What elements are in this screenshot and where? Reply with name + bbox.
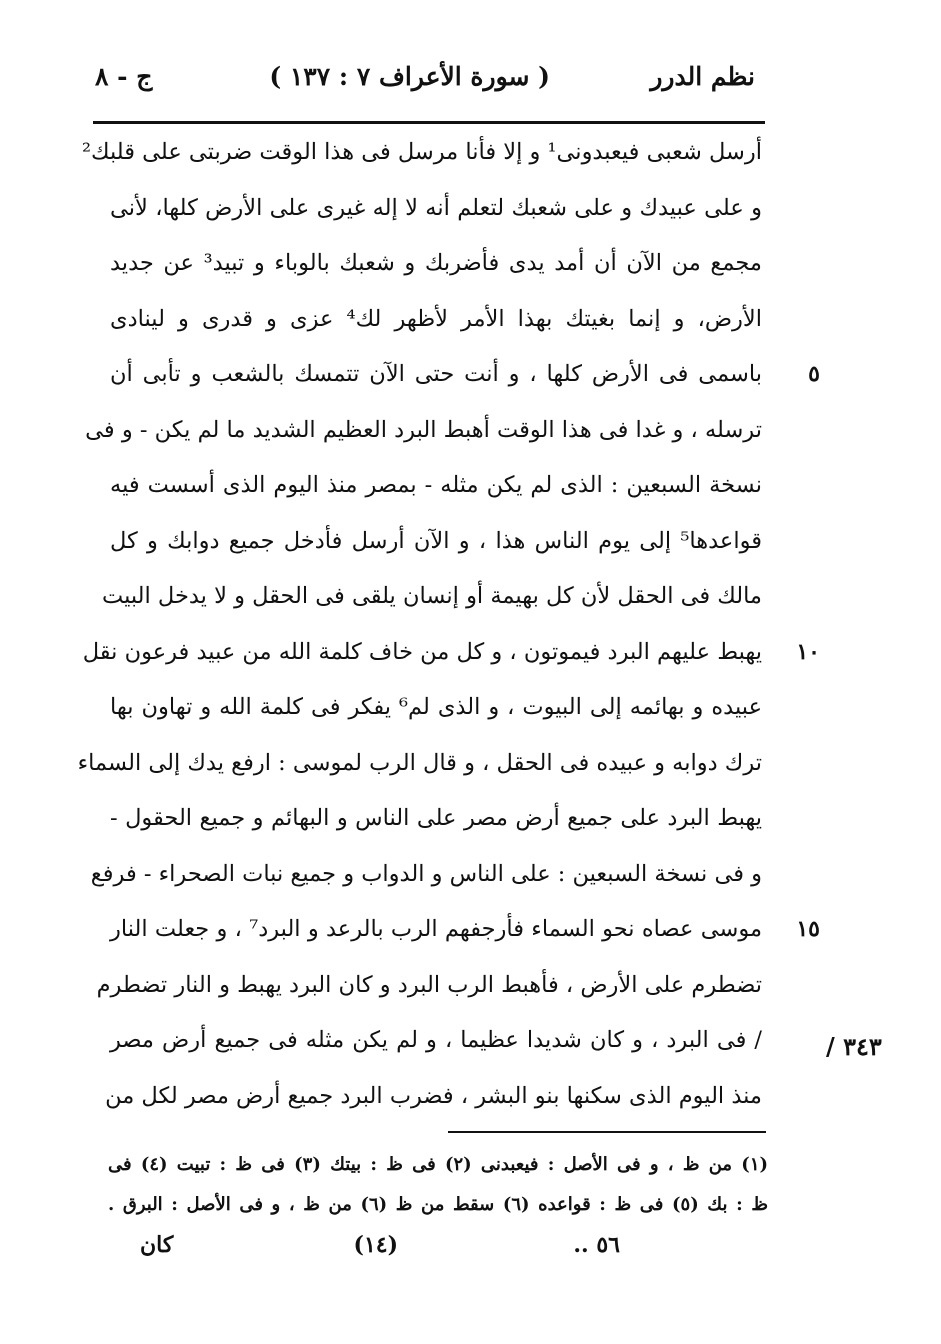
text-line <box>77 736 762 792</box>
surah-reference: ( سورة الأعراف ٧ : ١٣٧ ) <box>269 62 550 91</box>
text-line <box>101 569 762 625</box>
line-number: ١٠ <box>796 638 820 665</box>
line-text: و على عبيدك و على شعبك لتعلم أنه لا إله غيرى على الأرض كلها، لأنى <box>110 194 762 221</box>
line-text: مالك فى الحقل لأن كل بهيمة أو إنسان يلقى فى الحقل و لا يدخل البيت <box>101 583 762 609</box>
text-line <box>96 958 762 1014</box>
signature-mark: ٥٦ .. <box>573 1232 620 1258</box>
line-text: موسى عصاه نحو السماء فأرجفهم الرب بالرعد و البرد⁷ ، و جعلت النار <box>110 916 762 942</box>
catchword: كان <box>140 1232 174 1258</box>
text-line <box>110 514 762 570</box>
line-text: مجمع من الآن أن أمد يدى فأضربك و شعبك بالوباء و تبيد³ عن جديد <box>110 250 762 276</box>
footnote-line: ظ : بك (٥) فى ظ : قواعده (٦) سقط من ظ (٦) من ظ ، و فى الأصل : البرق . <box>108 1194 768 1215</box>
line-text: أرسل شعبى فيعبدونى¹ و إلا فأنا مرسل فى هذا الوقت ضربتى على قلبك² <box>82 139 762 165</box>
line-text: منذ اليوم الذى سكنها بنو البشر ، فضرب البرد جميع أرض مصر لكل من <box>105 1082 762 1109</box>
header-rule <box>93 121 765 124</box>
footnotes <box>108 1145 768 1225</box>
text-line <box>82 625 820 681</box>
page-number: (١٤) <box>353 1232 398 1258</box>
line-text: ترك دوابه و عبيده فى الحقل ، و قال الرب لموسى : ارفع يدك إلى السماء <box>77 749 762 776</box>
text-line <box>110 292 762 348</box>
line-text: و فى نسخة السبعين : على الناس و الدواب و جميع نبات الصحراء - فرفع <box>90 860 762 887</box>
volume-number: ج - ٨ <box>95 62 153 91</box>
line-text: الأرض، و إنما بغيتك بهذا الأمر لأظهر لك⁴ عزى و قدرى و لينادى <box>110 305 762 332</box>
line-number: ١٥ <box>796 916 820 942</box>
running-header <box>95 62 755 102</box>
text-line <box>110 1013 762 1069</box>
manuscript-folio-reference: ٣٤٣ / <box>826 1032 882 1061</box>
text-line <box>105 1069 762 1125</box>
main-text <box>77 125 820 1124</box>
text-line <box>85 403 762 459</box>
text-line <box>82 125 762 181</box>
line-text: نسخة السبعين : الذى لم يكن مثله - بمصر منذ اليوم الذى أسست فيه <box>110 472 762 498</box>
line-text: يهبط البرد على جميع أرض مصر على الناس و البهائم و جميع الحقول - <box>110 805 762 831</box>
line-text: تضطرم على الأرض ، فأهبط الرب البرد و كان البرد يهبط و النار تضطرم <box>96 971 762 998</box>
line-text: عبيده و بهائمه إلى البيوت ، و الذى لم⁶ يفكر فى كلمة الله و تهاون بها <box>110 694 763 720</box>
text-line <box>110 791 762 847</box>
line-text: قواعدها⁵ إلى يوم الناس هذا ، و الآن أرسل فأدخل جميع دوابك و كل <box>110 527 762 554</box>
footnote-line: (١) من ظ ، و فى الأصل : فيعبدنى (٢) فى ظ : بيتك (٣) فى ظ : تبيت (٤) فى <box>108 1154 769 1175</box>
text-line <box>110 181 762 237</box>
footnote-rule <box>448 1131 766 1133</box>
line-text: / فى البرد ، و كان شديدا عظيما ، و لم يكن مثله فى جميع أرض مصر <box>110 1027 762 1053</box>
text-line <box>110 236 762 292</box>
book-title: نظم الدرر <box>650 62 755 91</box>
line-text: ترسله ، و غدا فى هذا الوقت أهبط البرد العظيم الشديد ما لم يكن - و فى <box>85 416 762 443</box>
line-text: يهبط عليهم البرد فيموتون ، و كل من خاف كلمة الله من عبيد فرعون نقل <box>82 638 762 665</box>
text-line <box>110 458 762 514</box>
page-footer <box>140 1232 620 1272</box>
text-line <box>110 347 820 403</box>
text-line <box>90 847 762 903</box>
line-number: ٥ <box>808 361 820 387</box>
line-text: باسمى فى الأرض كلها ، و أنت حتى الآن تتمسك بالشعب و تأبى أن <box>110 361 762 387</box>
text-line <box>110 680 762 736</box>
text-line <box>110 902 820 958</box>
